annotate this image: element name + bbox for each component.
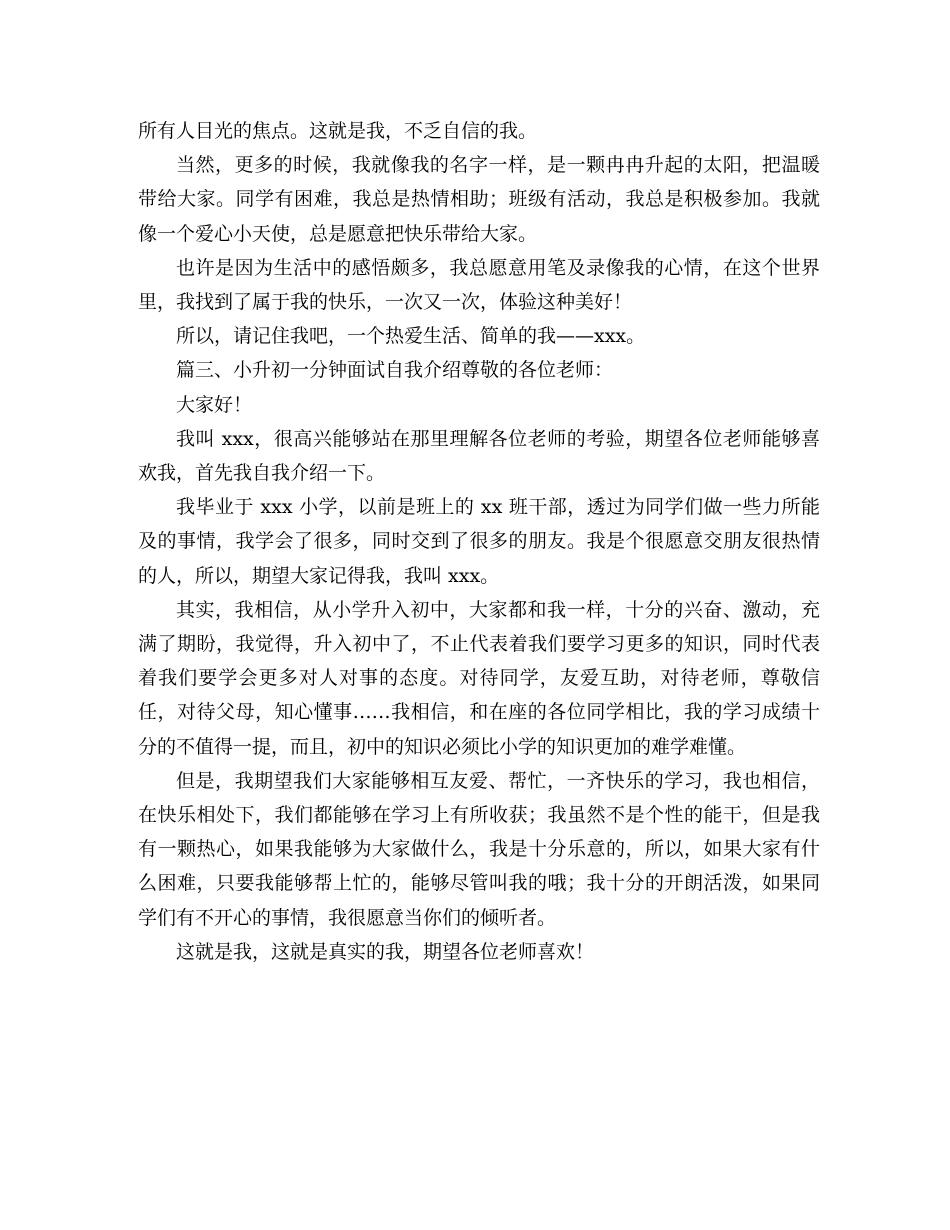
paragraph: 但是，我期望我们大家能够相互友爱、帮忙，一齐快乐的学习，我也相信，在快乐相处下，我们都能够在学习上有所收获；我虽然不是个性的能干，但是我有一颗热心，如果我能够为大家做什么，我是十分乐意的，所以，如果大家有什么困难，只要我能够帮上忙的，能够尽管叫我的哦；我十分的开朗活泼，如果同学们有不开心的事情，我很愿意当你们的倾听者。	[138, 769, 820, 929]
section-heading: 篇三、小升初一分钟面试自我介绍尊敬的各位老师：	[176, 359, 614, 382]
document-body	[138, 114, 820, 969]
greeting: 大家好！	[176, 393, 253, 416]
paragraph-continuation: 所有人目光的焦点。这就是我，不乏自信的我。	[138, 120, 538, 142]
paragraph: 我叫 xxx，很高兴能够站在那里理解各位老师的考验，期望各位老师能够喜欢我，首先我自我介绍一下。	[138, 427, 820, 485]
paragraph: 其实，我相信，从小学升入初中，大家都和我一样，十分的兴奋、激动，充满了期盼，我觉得，升入初中了，不止代表着我们要学习更多的知识，同时代表着我们要学会更多对人对事的态度。对待同学，友爱互助，对待老师，尊敬信任，对待父母，知心懂事……我相信，和在座的各位同学相比，我的学习成绩十分的不值得一提，而且，初中的知识必须比小学的知识更加的难学难懂。	[138, 598, 820, 758]
paragraph: 也许是因为生活中的感悟颇多，我总愿意用笔及录像我的心情，在这个世界里，我找到了属于我的快乐，一次又一次，体验这种美好！	[138, 256, 820, 314]
closing-paragraph: 这就是我，这就是真实的我，期望各位老师喜欢！	[176, 940, 595, 963]
paragraph: 我毕业于 xxx 小学，以前是班上的 xx 班干部，透过为同学们做一些力所能及的事情，我学会了很多，同时交到了很多的朋友。我是个很愿意交朋友很热情的人，所以，期望大家记得我，我叫 xxx。	[138, 496, 820, 587]
paragraph: 当然，更多的时候，我就像我的名字一样，是一颗冉冉升起的太阳，把温暖带给大家。同学有困难，我总是热情相助；班级有活动，我总是积极参加。我就像一个爱心小天使，总是愿意把快乐带给大家。	[138, 154, 820, 245]
paragraph: 所以，请记住我吧，一个热爱生活、简单的我——xxx。	[176, 325, 646, 348]
